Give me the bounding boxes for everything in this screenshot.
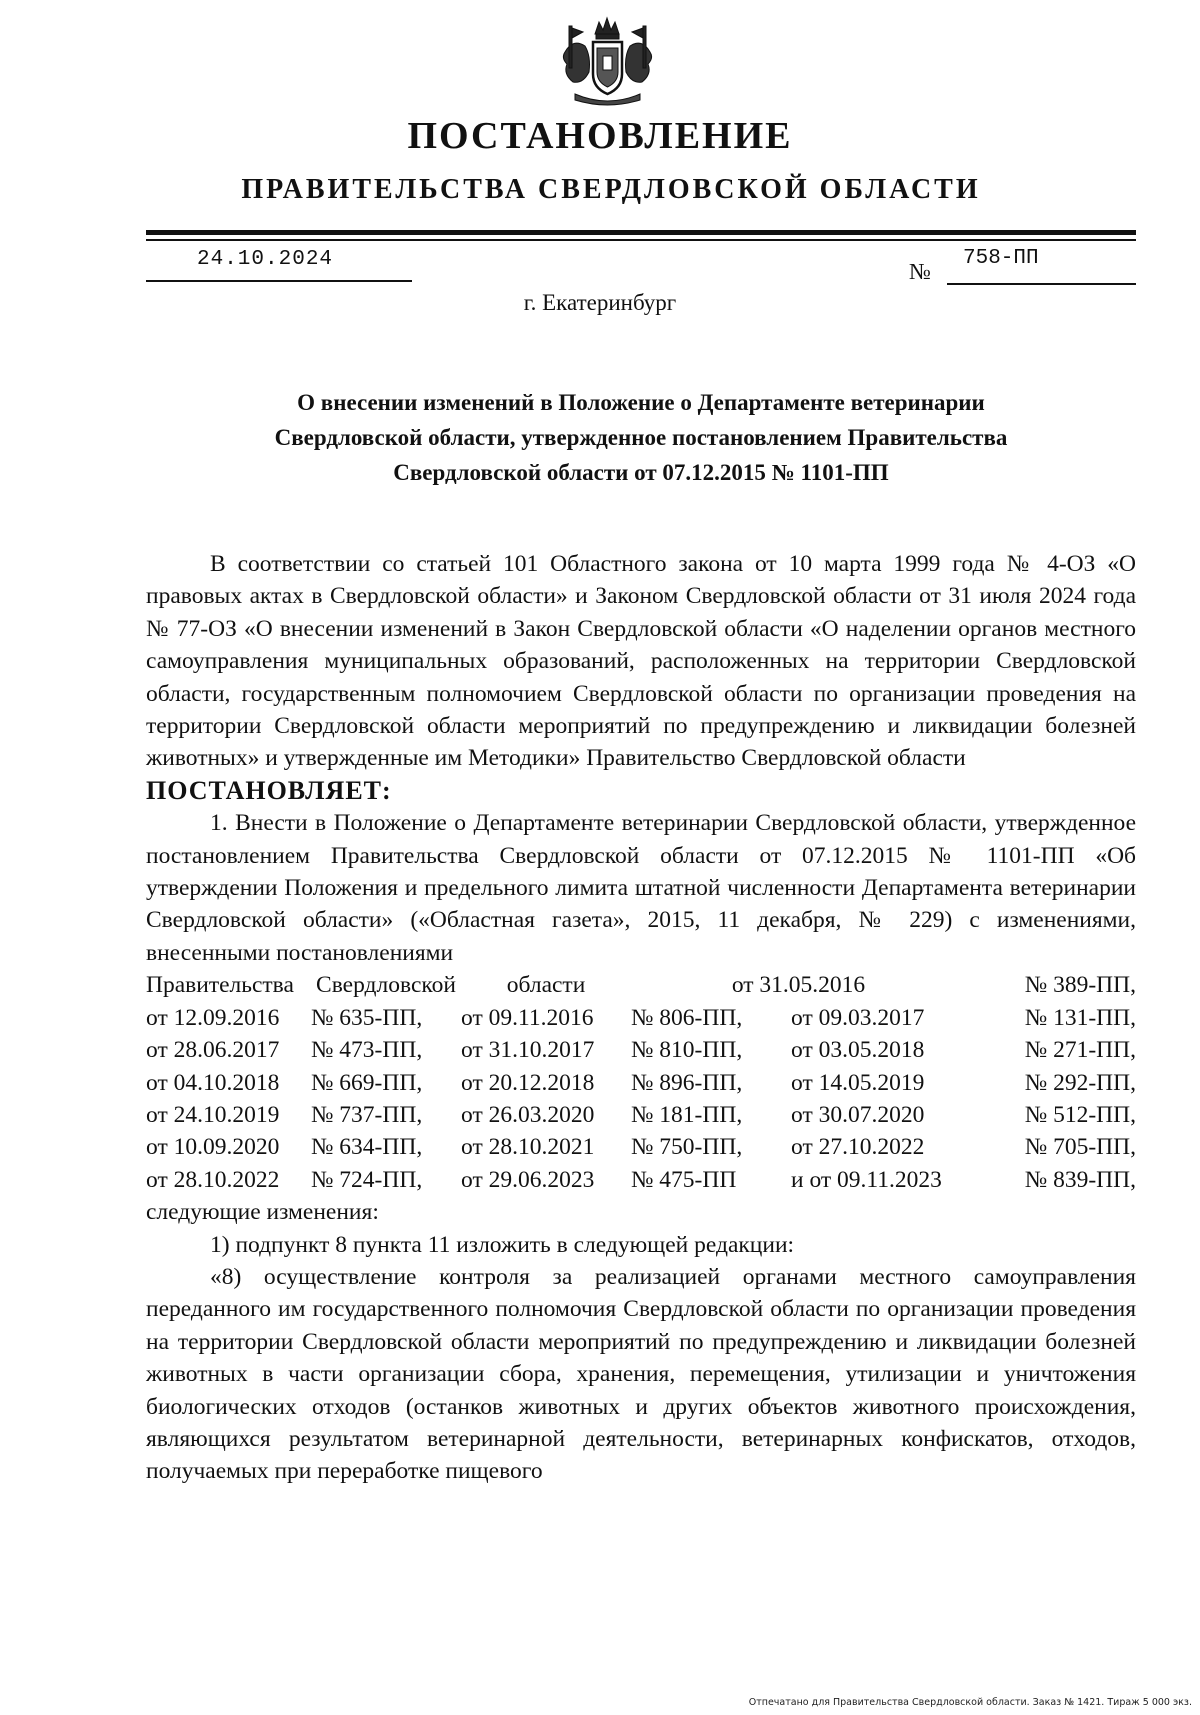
document-subtitle: ПРАВИТЕЛЬСТВА СВЕРДЛОВСКОЙ ОБЛАСТИ — [241, 174, 981, 205]
decree-word: ПОСТАНОВЛЯЕТ: — [146, 775, 392, 805]
amendments-row — [146, 1099, 1136, 1131]
amendment-cell: от 09.11.2016 — [461, 1004, 594, 1031]
amendment-cell: № 705-ПП, — [1024, 1134, 1136, 1161]
subitem-1: 1) подпункт 8 пункта 11 изложить в следующей редакции: — [210, 1231, 795, 1258]
amendments-row — [146, 1067, 1136, 1099]
amendment-cell: № 181-ПП, — [631, 1101, 743, 1128]
amendment-cell: № 750-ПП, — [631, 1134, 743, 1161]
document-city: г. Екатеринбург — [523, 290, 677, 315]
preamble-paragraph: В соответствии со статьей 101 Областного закона от 10 марта 1999 года № 4-ОЗ «О правовых актах в Свердловской области» и Законом Свердловской области от 31 июля 2024 года № 77-ОЗ «О внесении изменений в Закон Свердловской области «О наделении органов местного самоуправления муниципальных образований, расположенных на территории Свердловской области, государственным полномочием Свердловской области по организации проведения на территории Свердловской области мероприятий по предупреждению и ликвидации болезней животных» и утвержденные им Методики» Правительство Свердловской области — [146, 551, 1136, 772]
number-underline — [947, 283, 1136, 285]
document-body — [146, 548, 1136, 1488]
header-rule-thin — [146, 239, 1136, 241]
header-rule-thick — [146, 230, 1136, 235]
amendment-cell: Правительства — [146, 972, 294, 999]
amendment-cell: области — [506, 972, 586, 999]
amendment-cell: № 634-ПП, — [311, 1134, 423, 1161]
date-underline — [146, 280, 412, 282]
amendment-cell: от 20.12.2018 — [461, 1069, 595, 1096]
amendment-cell: № 131-ПП, — [1024, 1004, 1136, 1031]
item-1-paragraph: 1. Внести в Положение о Департаменте ветеринарии Свердловской области, утвержденное постановлением Правительства Свердловской области от 07.12.2015 № 1101-ПП «Об утверждении Положения и предельного лимита штатной численности Департамента ветеринарии Свердловской области» («Областная газета», 2015, 11 декабря, № 229) с изменениями, внесенными постановлениями — [146, 810, 1136, 966]
amendment-cell: № 512-ПП, — [1024, 1101, 1136, 1128]
amendment-cell: и от 09.11.2023 — [791, 1166, 942, 1193]
amendment-cell: от 27.10.2022 — [791, 1134, 925, 1161]
amendment-cell: № 724-ПП, — [311, 1166, 423, 1193]
amendment-cell: от 31.10.2017 — [461, 1037, 595, 1064]
amendment-cell: от 12.09.2016 — [146, 1004, 280, 1031]
amendment-cell: № 475-ПП — [631, 1166, 737, 1193]
amendment-cell: № 292-ПП, — [1024, 1069, 1136, 1096]
amendment-cell: от 04.10.2018 — [146, 1069, 280, 1096]
amendment-cell: от 14.05.2019 — [791, 1069, 925, 1096]
amendments-list — [146, 969, 1136, 1196]
coat-of-arms-emblem — [555, 12, 660, 110]
amendment-cell: от 09.03.2017 — [791, 1004, 925, 1031]
amendment-cell: № 271-ПП, — [1024, 1037, 1136, 1064]
amendment-cell: № 669-ПП, — [311, 1069, 423, 1096]
amendment-cell: от 31.05.2016 — [731, 972, 866, 999]
amendment-cell: № 896-ПП, — [631, 1069, 743, 1096]
amendments-row — [146, 1131, 1136, 1163]
amendment-cell: от 24.10.2019 — [146, 1101, 280, 1128]
amendment-cell: № 810-ПП, — [631, 1037, 743, 1064]
amendment-cell: от 28.10.2021 — [461, 1134, 595, 1161]
quoted-text: «8) осуществление контроля за реализацией органами местного самоуправления переданного им государственного полномочия Свердловской области по организации проведения на территории Свердловской области мероприятий по предупреждению и ликвидации болезней животных в части организации сбора, хранения, перемещения, утилизации и уничтожения биологических отходов (останков животных и других объектов животного происхождения, являющихся результатом ветеринарной деятельности, ветеринарных конфискатов, отходов, получаемых при переработке пищевого — [146, 1263, 1136, 1485]
amendment-cell: Свердловской — [316, 972, 456, 999]
amendment-cell: № 839-ПП, — [1024, 1166, 1136, 1193]
print-note: Отпечатано для Правительства Свердловской области. Заказ № 1421. Тираж 5 000 экз. — [748, 1697, 1192, 1708]
amendment-cell: от 26.03.2020 — [461, 1101, 595, 1128]
amendment-cell: от 28.06.2017 — [146, 1037, 280, 1064]
amendment-cell: от 03.05.2018 — [791, 1037, 925, 1064]
heading-line: О внесении изменений в Положение о Департаменте ветеринарии — [297, 390, 985, 415]
document-title: ПОСТАНОВЛЕНИЕ — [407, 115, 793, 157]
document-heading — [146, 385, 1136, 490]
amendment-cell: № 473-ПП, — [311, 1037, 423, 1064]
document-date: 24.10.2024 — [197, 248, 334, 271]
document-number: 758-ПП — [963, 247, 1039, 270]
number-sign: № — [909, 259, 931, 284]
amendment-cell: № 389-ПП, — [1024, 972, 1136, 999]
amendment-cell: № 635-ПП, — [311, 1004, 423, 1031]
amendment-cell: от 30.07.2020 — [791, 1101, 925, 1128]
amendments-row — [146, 1034, 1136, 1066]
amendment-cell: от 28.10.2022 — [146, 1166, 280, 1193]
heading-line: Свердловской области, утвержденное постановлением Правительства — [274, 425, 1008, 450]
changes-intro: следующие изменения: — [146, 1199, 379, 1226]
amendment-cell: от 29.06.2023 — [461, 1166, 595, 1193]
amendments-row — [146, 969, 1136, 1001]
amendments-row — [146, 1002, 1136, 1034]
amendment-cell: № 737-ПП, — [311, 1101, 423, 1128]
amendment-cell: от 10.09.2020 — [146, 1134, 280, 1161]
amendments-row — [146, 1164, 1136, 1196]
amendment-cell: № 806-ПП, — [631, 1004, 743, 1031]
heading-line: Свердловской области от 07.12.2015 № 1101-ПП — [393, 460, 889, 485]
